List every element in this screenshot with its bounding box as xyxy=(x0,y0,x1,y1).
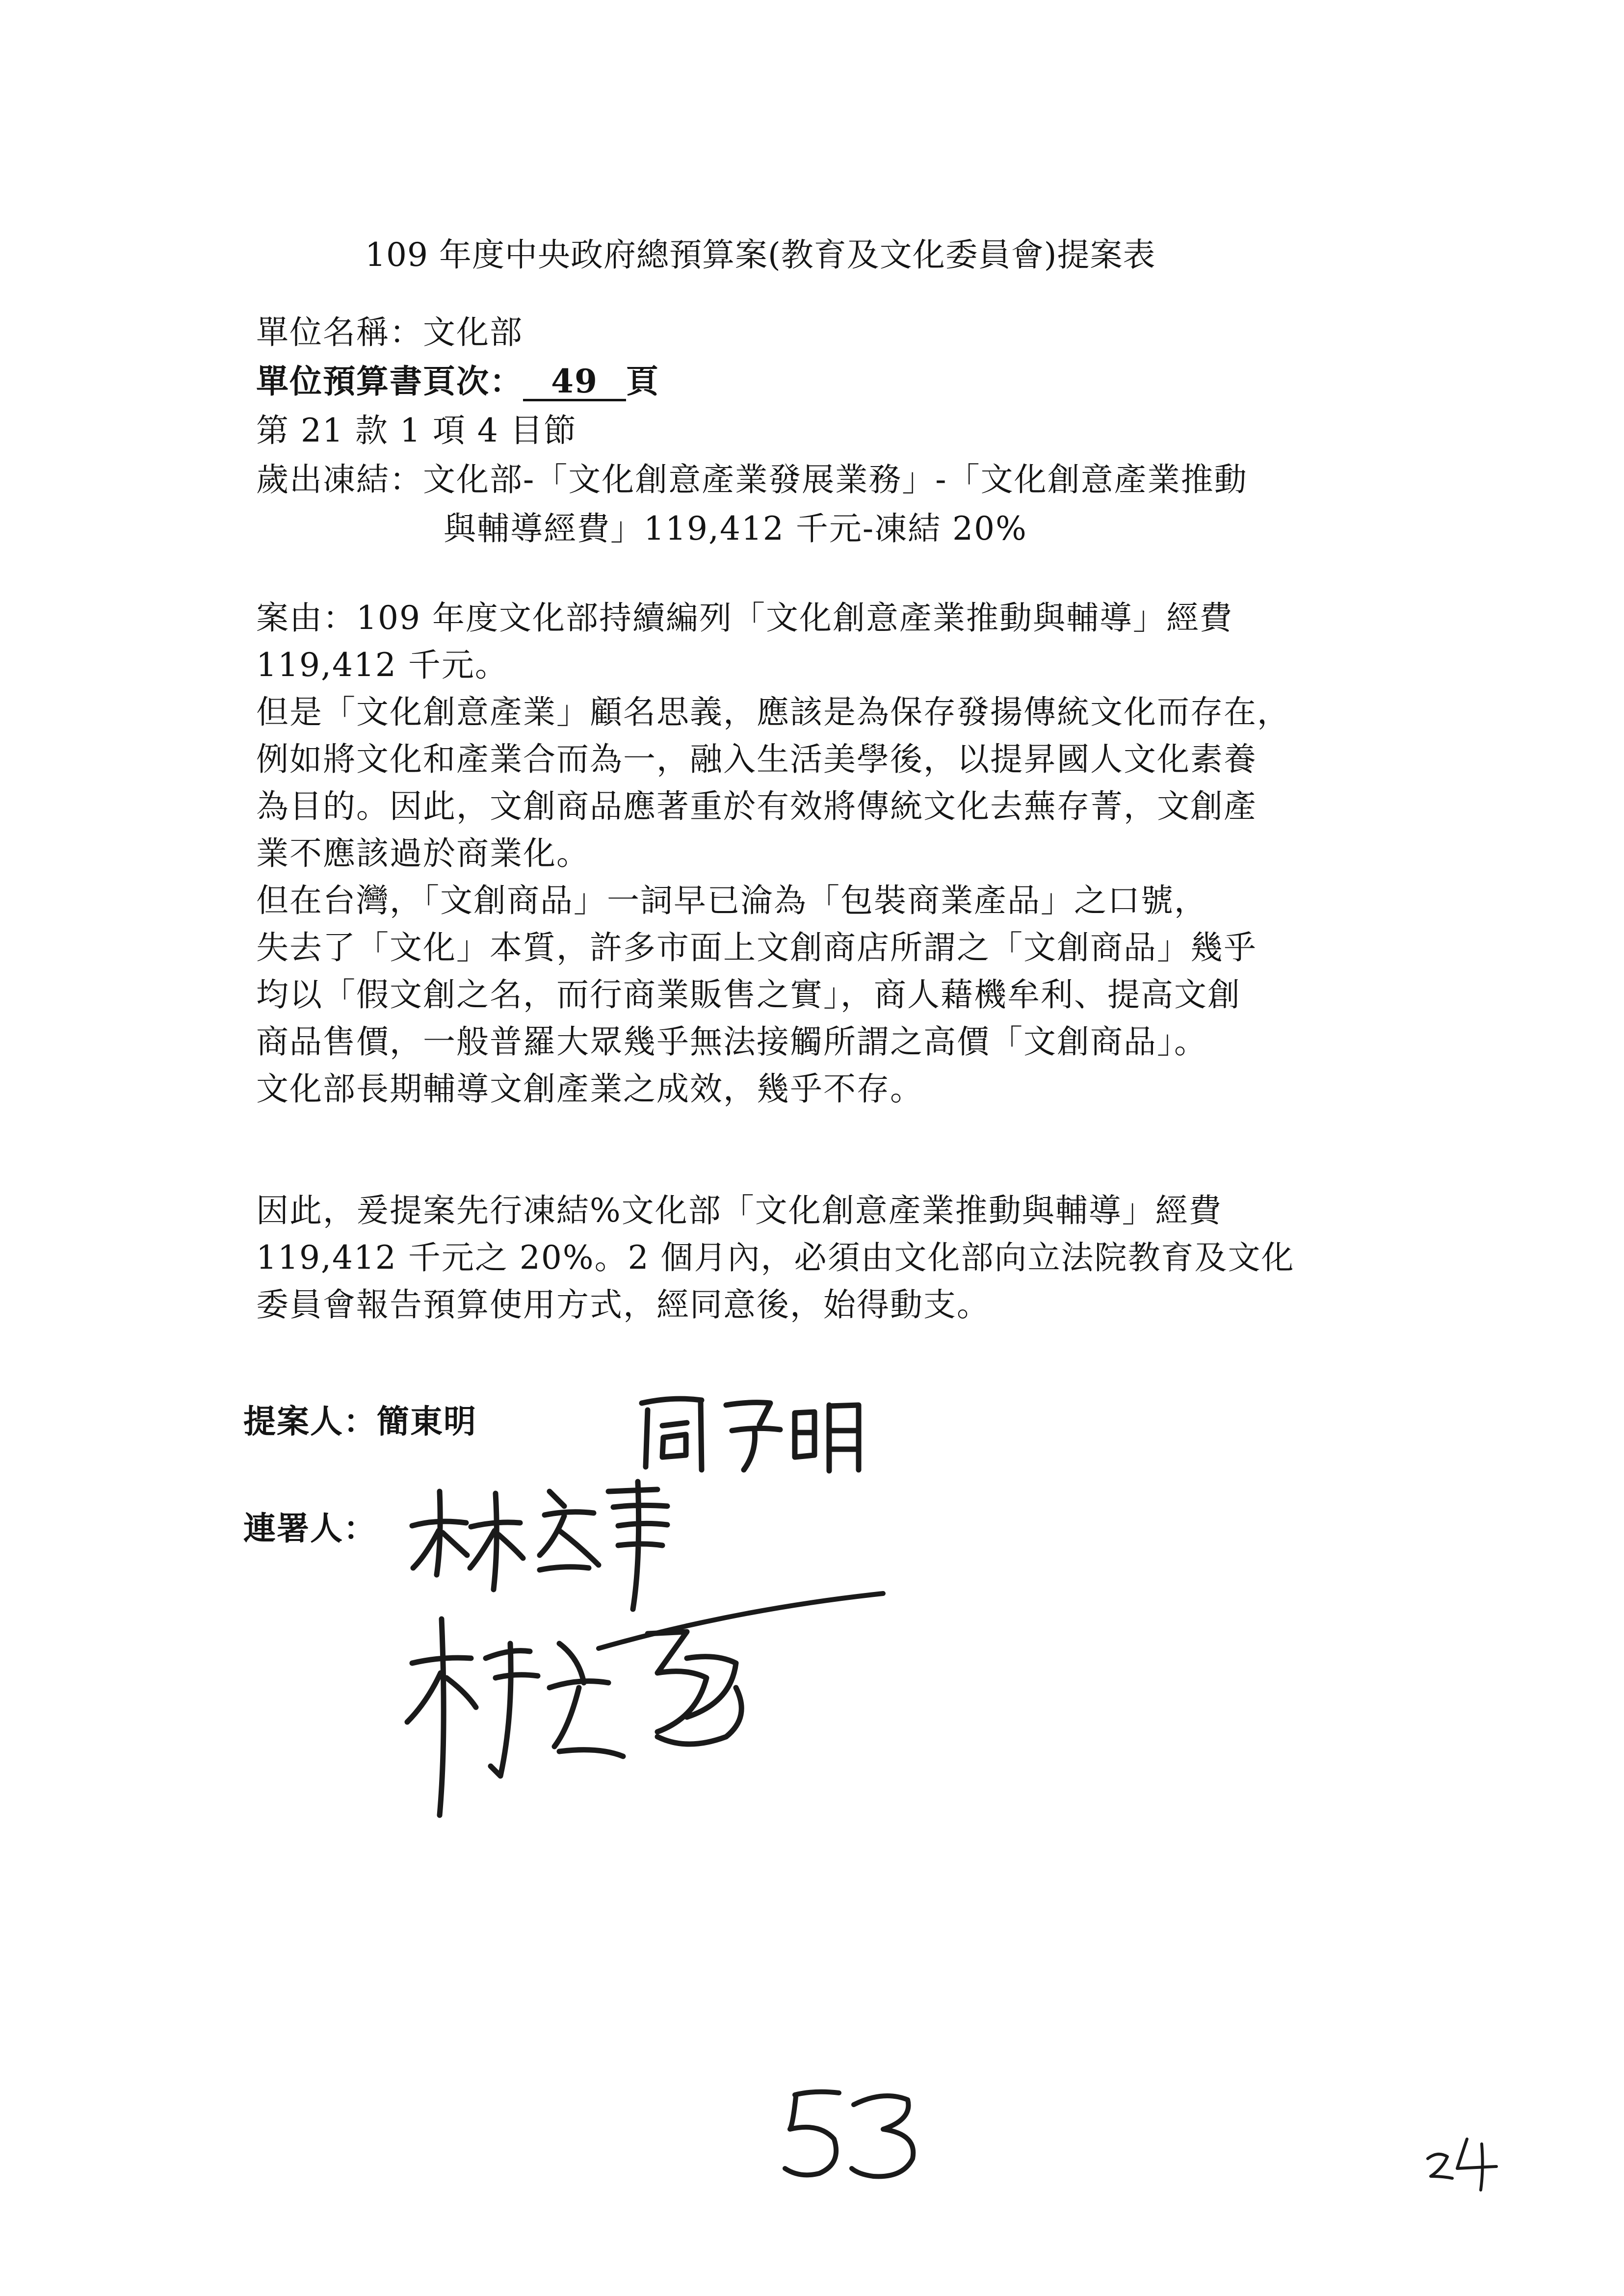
proposal-line: 因此，爰提案先行凍結%文化部「文化創意產業推動與輔導」經費 xyxy=(256,1192,1222,1229)
document-title: 109 年度中央政府總預算案(教育及文化委員會)提案表 xyxy=(365,236,1156,274)
cosigner-signature-2 xyxy=(393,1590,957,1864)
proposal-paragraph xyxy=(256,1187,1385,1329)
budget-page-label: 單位預算書頁次： xyxy=(256,362,523,400)
reason-line: 但是「文化創意產業」顧名思義，應該是為保存發揚傳統文化而存在， xyxy=(256,693,1290,731)
section-line: 第 21 款 1 項 4 目節 xyxy=(256,412,577,449)
budget-page-suffix: 頁 xyxy=(626,362,659,400)
budget-page-row xyxy=(256,355,659,402)
freeze-line-1: 歲出凍結：文化部-「文化創意產業發展業務」-「文化創意產業推動 xyxy=(256,461,1248,498)
reason-line: 商品售價，一般普羅大眾幾乎無法接觸所謂之高價「文創商品」。 xyxy=(256,1023,1207,1061)
handwritten-page-number xyxy=(765,2080,942,2188)
reason-line: 均以「假文創之名，而行商業販售之實」，商人藉機牟利、提高文創 xyxy=(256,976,1241,1014)
reason-line: 失去了「文化」本質，許多市面上文創商店所謂之「文創商品」幾乎 xyxy=(256,929,1257,966)
reason-paragraph xyxy=(256,595,1385,1113)
handwritten-corner-mark xyxy=(1423,2129,1506,2193)
reason-line: 業不應該過於商業化。 xyxy=(256,835,590,872)
budget-page-number: 49 xyxy=(523,364,626,401)
proposal-line: 119,412 千元之 20%。2 個月內，必須由文化部向立法院教育及文化 xyxy=(256,1239,1295,1277)
reason-line: 例如將文化和產業合而為一，融入生活美學後，以提昇國人文化素養 xyxy=(256,740,1257,778)
cosigner-label: 連署人： xyxy=(243,1509,377,1547)
freeze-line-2: 與輔導經費」119,412 千元-凍結 20% xyxy=(444,510,1027,548)
proposer-label: 提案人：簡東明 xyxy=(243,1402,477,1440)
reason-line: 119,412 千元。 xyxy=(256,646,508,684)
reason-line: 案由：109 年度文化部持續編列「文化創意產業推動與輔導」經費 xyxy=(256,599,1233,637)
reason-line: 為目的。因此，文創商品應著重於有效將傳統文化去蕪存菁，文創產 xyxy=(256,787,1257,825)
unit-name: 單位名稱：文化部 xyxy=(256,313,523,351)
proposal-line: 委員會報告預算使用方式，經同意後，始得動支。 xyxy=(256,1286,990,1324)
reason-line: 文化部長期輔導文創產業之成效，幾乎不存。 xyxy=(256,1070,923,1108)
reason-line: 但在台灣，「文創商品」一詞早已淪為「包裝商業產品」之口號， xyxy=(256,882,1207,919)
proposer-signature xyxy=(628,1383,883,1482)
